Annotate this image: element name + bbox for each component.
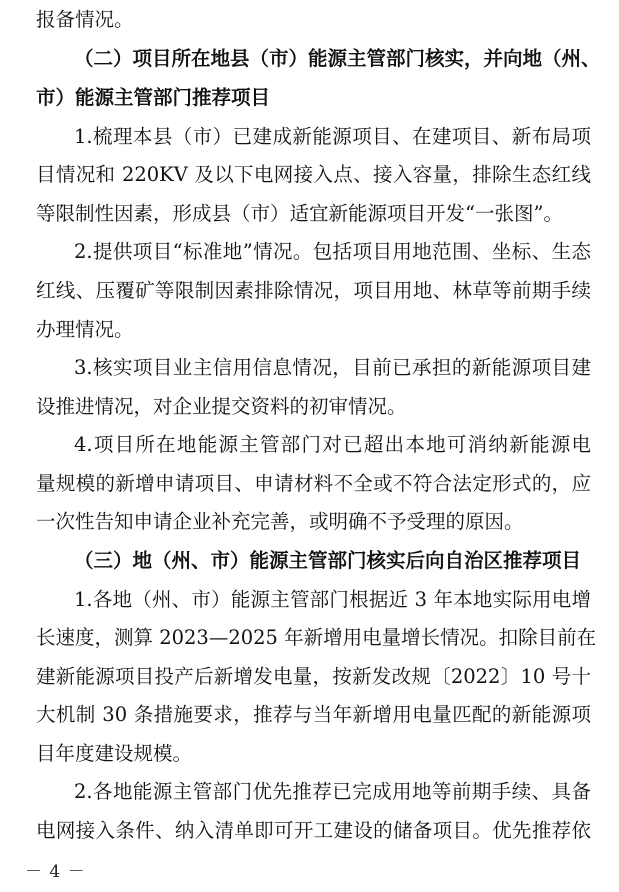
text-line: 等限制性因素，形成县（市）适宜新能源项目开发“一张图”。 (36, 202, 563, 225)
text-line: 电网接入条件、纳入清单即可开工建设的储备项目。优先推荐依 (36, 819, 591, 842)
page-number: － 4 － (25, 862, 86, 882)
section-heading-continuation: 市）能源主管部门推荐项目 (36, 86, 271, 109)
text-line: 办理情况。 (36, 318, 134, 341)
section-heading: （三）地（州、市）能源主管部门核实后向自治区推荐项目 (74, 549, 582, 572)
text-line: 2.各地能源主管部门优先推荐已完成用地等前期手续、具备 (74, 780, 591, 803)
text-line: 报备情况。 (36, 8, 134, 31)
text-line: 建新能源项目投产后新增发电量，按新发改规〔2022〕10 号十 (36, 665, 591, 688)
section-heading: （二）项目所在地县（市）能源主管部门核实，并向地（州、 (74, 47, 601, 70)
text-line: 大机制 30 条措施要求，推荐与当年新增用电量匹配的新能源项 (36, 703, 591, 726)
text-line: 2.提供项目“标准地”情况。包括项目用地范围、坐标、生态 (74, 240, 591, 263)
text-line: 1.梳理本县（市）已建成新能源项目、在建项目、新布局项 (74, 125, 591, 148)
text-line: 4.项目所在地能源主管部门对已超出本地可消纳新能源电 (74, 433, 591, 456)
text-line: 目年度建设规模。 (36, 742, 193, 765)
text-line: 目情况和 220KV 及以下电网接入点、接入容量，排除生态红线 (36, 163, 591, 186)
text-line: 红线、压覆矿等限制因素排除情况，项目用地、林草等前期手续 (36, 279, 591, 302)
text-line: 量规模的新增申请项目、申请材料不全或不符合法定形式的，应 (36, 472, 591, 495)
text-line: 1.各地（州、市）能源主管部门根据近 3 年本地实际用电增 (74, 588, 591, 611)
text-line: 3.核实项目业主信用信息情况，目前已承担的新能源项目建 (74, 356, 591, 379)
text-line: 一次性告知申请企业补充完善，或明确不予受理的原因。 (36, 510, 524, 533)
text-line: 长速度，测算 2023—2025 年新增用电量增长情况。扣除目前在 (36, 626, 597, 649)
text-line: 设推进情况，对企业提交资料的初审情况。 (36, 395, 407, 418)
